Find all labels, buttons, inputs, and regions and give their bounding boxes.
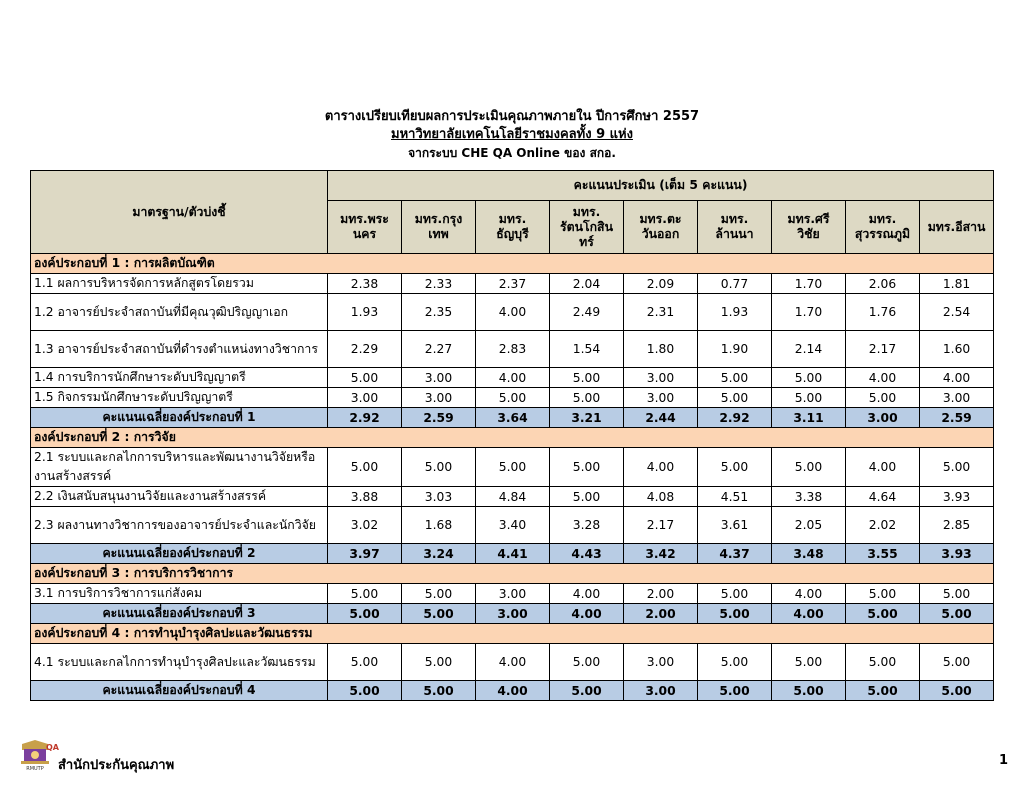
section-row xyxy=(31,428,994,448)
indicator-label: 3.1 การบริการวิชาการแก่สังคม xyxy=(31,584,328,604)
score-cell: 5.00 xyxy=(772,681,846,701)
score-cell: 2.85 xyxy=(920,507,994,544)
score-cell: 5.00 xyxy=(772,368,846,388)
university-header xyxy=(328,201,402,254)
score-cell: 1.80 xyxy=(624,331,698,368)
score-cell: 5.00 xyxy=(402,681,476,701)
score-cell: 2.33 xyxy=(402,274,476,294)
score-cell: 3.02 xyxy=(328,507,402,544)
score-cell: 4.43 xyxy=(550,544,624,564)
score-cell: 3.00 xyxy=(476,604,550,624)
score-cell: 3.00 xyxy=(402,388,476,408)
score-cell: 5.00 xyxy=(402,644,476,681)
score-cell: 5.00 xyxy=(328,584,402,604)
svg-text:QA: QA xyxy=(46,743,59,752)
average-label: คะแนนเฉลี่ยองค์ประกอบที่ 3 xyxy=(31,604,328,624)
university-name-line: มทร.พระ xyxy=(340,212,389,226)
average-row xyxy=(31,681,994,701)
score-cell: 5.00 xyxy=(698,681,772,701)
indicator-label: 2.2 เงินสนับสนุนงานวิจัยและงานสร้างสรรค์ xyxy=(31,487,328,507)
score-cell: 5.00 xyxy=(476,388,550,408)
indicator-label: 1.3 อาจารย์ประจำสถาบันที่ดำรงตำแหน่งทางวิชาการ xyxy=(31,331,328,368)
indicator-label: 2.1 ระบบและกลไกการบริหารและพัฒนางานวิจัยหรืองานสร้างสรรค์ xyxy=(31,448,328,487)
score-cell: 4.00 xyxy=(772,584,846,604)
score-cell: 4.00 xyxy=(624,448,698,487)
university-name-line: รัตนโกสิน xyxy=(560,219,613,234)
score-cell: 3.42 xyxy=(624,544,698,564)
average-label: คะแนนเฉลี่ยองค์ประกอบที่ 2 xyxy=(31,544,328,564)
score-cell: 3.11 xyxy=(772,408,846,428)
table-row xyxy=(31,487,994,507)
score-cell: 3.64 xyxy=(476,408,550,428)
score-cell: 5.00 xyxy=(550,368,624,388)
table-row xyxy=(31,584,994,604)
score-cell: 2.37 xyxy=(476,274,550,294)
score-cell: 3.61 xyxy=(698,507,772,544)
university-name-line: สุวรรณภูมิ xyxy=(854,227,911,241)
university-name-line: มทร.อีสาน xyxy=(927,219,986,234)
university-name-line: มทร.กรุง xyxy=(414,212,463,226)
university-header xyxy=(772,201,846,254)
score-cell: 4.00 xyxy=(476,368,550,388)
section-row xyxy=(31,564,994,584)
university-header xyxy=(550,201,624,254)
score-cell: 2.17 xyxy=(624,507,698,544)
score-cell: 5.00 xyxy=(402,584,476,604)
document-header xyxy=(0,108,1024,162)
score-cell: 2.35 xyxy=(402,294,476,331)
score-cell: 2.83 xyxy=(476,331,550,368)
score-cell: 1.68 xyxy=(402,507,476,544)
score-cell: 1.70 xyxy=(772,294,846,331)
score-cell: 2.29 xyxy=(328,331,402,368)
score-cell: 4.00 xyxy=(920,368,994,388)
section-label: องค์ประกอบที่ 1 : การผลิตบัณฑิต xyxy=(31,254,994,274)
score-cell: 4.84 xyxy=(476,487,550,507)
page-footer xyxy=(18,738,1008,774)
section-row xyxy=(31,624,994,644)
score-cell: 0.77 xyxy=(698,274,772,294)
score-group-header: คะแนนประเมิน (เต็ม 5 คะแนน) xyxy=(328,171,994,201)
score-cell: 2.54 xyxy=(920,294,994,331)
score-cell: 2.14 xyxy=(772,331,846,368)
score-cell: 4.08 xyxy=(624,487,698,507)
score-cell: 5.00 xyxy=(698,604,772,624)
rmutp-qa-logo xyxy=(18,738,59,772)
score-cell: 1.54 xyxy=(550,331,624,368)
score-cell: 4.41 xyxy=(476,544,550,564)
score-cell: 2.38 xyxy=(328,274,402,294)
document-source: จากระบบ CHE QA Online ของ สกอ. xyxy=(408,146,616,160)
score-cell: 3.00 xyxy=(402,368,476,388)
score-cell: 2.17 xyxy=(846,331,920,368)
score-cell: 4.51 xyxy=(698,487,772,507)
score-cell: 3.21 xyxy=(550,408,624,428)
score-cell: 3.38 xyxy=(772,487,846,507)
score-cell: 3.97 xyxy=(328,544,402,564)
score-cell: 5.00 xyxy=(920,448,994,487)
comparison-table xyxy=(30,170,994,701)
score-cell: 3.48 xyxy=(772,544,846,564)
score-cell: 3.40 xyxy=(476,507,550,544)
score-cell: 5.00 xyxy=(698,644,772,681)
university-name-line: มทร. xyxy=(498,212,527,226)
score-cell: 5.00 xyxy=(846,388,920,408)
indicator-label: 2.3 ผลงานทางวิชาการของอาจารย์ประจำและนักวิจัย xyxy=(31,507,328,544)
university-name-line: มทร.ตะ xyxy=(639,212,682,226)
university-name-line: วิชัย xyxy=(797,227,820,241)
score-cell: 3.00 xyxy=(920,388,994,408)
score-cell: 5.00 xyxy=(550,448,624,487)
score-cell: 5.00 xyxy=(772,388,846,408)
score-cell: 2.31 xyxy=(624,294,698,331)
table-row xyxy=(31,507,994,544)
score-cell: 5.00 xyxy=(328,604,402,624)
score-cell: 1.60 xyxy=(920,331,994,368)
score-cell: 2.92 xyxy=(328,408,402,428)
score-cell: 5.00 xyxy=(698,448,772,487)
score-cell: 5.00 xyxy=(328,448,402,487)
university-header xyxy=(698,201,772,254)
average-label: คะแนนเฉลี่ยองค์ประกอบที่ 1 xyxy=(31,408,328,428)
svg-text:RMUTP: RMUTP xyxy=(26,766,44,772)
university-name-line: วันออก xyxy=(641,227,680,241)
score-cell: 4.64 xyxy=(846,487,920,507)
section-label: องค์ประกอบที่ 4 : การทำนุบำรุงศิลปะและวัฒนธรรม xyxy=(31,624,994,644)
score-cell: 2.59 xyxy=(402,408,476,428)
score-cell: 3.24 xyxy=(402,544,476,564)
indicator-label: 1.1 ผลการบริหารจัดการหลักสูตรโดยรวม xyxy=(31,274,328,294)
university-name-line: มทร. xyxy=(868,212,897,226)
footer-office-name: สำนักประกันคุณภาพ xyxy=(58,758,175,773)
score-cell: 4.00 xyxy=(772,604,846,624)
score-cell: 3.00 xyxy=(624,681,698,701)
score-cell: 5.00 xyxy=(550,681,624,701)
university-header xyxy=(846,201,920,254)
score-cell: 4.00 xyxy=(846,448,920,487)
university-header xyxy=(624,201,698,254)
score-cell: 5.00 xyxy=(772,644,846,681)
score-cell: 1.76 xyxy=(846,294,920,331)
score-cell: 2.02 xyxy=(846,507,920,544)
table-row xyxy=(31,331,994,368)
score-cell: 2.27 xyxy=(402,331,476,368)
score-cell: 5.00 xyxy=(920,584,994,604)
table-body xyxy=(31,254,994,701)
score-cell: 5.00 xyxy=(328,644,402,681)
indicator-label: 4.1 ระบบและกลไกการทำนุบำรุงศิลปะและวัฒนธรรม xyxy=(31,644,328,681)
score-cell: 2.59 xyxy=(920,408,994,428)
score-cell: 1.93 xyxy=(328,294,402,331)
score-cell: 3.93 xyxy=(920,544,994,564)
university-name-line: มทร. xyxy=(720,212,749,226)
section-label: องค์ประกอบที่ 3 : การบริการวิชาการ xyxy=(31,564,994,584)
score-cell: 1.93 xyxy=(698,294,772,331)
score-cell: 5.00 xyxy=(550,388,624,408)
table-row xyxy=(31,368,994,388)
score-cell: 2.05 xyxy=(772,507,846,544)
score-cell: 3.00 xyxy=(476,584,550,604)
score-cell: 5.00 xyxy=(698,584,772,604)
score-cell: 5.00 xyxy=(550,487,624,507)
university-name-line: เทพ xyxy=(428,227,449,241)
university-name-line: ทร์ xyxy=(579,234,594,249)
university-name-line: ธัญบุรี xyxy=(496,227,529,241)
document-title: ตารางเปรียบเทียบผลการประเมินคุณภาพภายใน ปีการศึกษา 2557 xyxy=(324,109,700,124)
table-header xyxy=(31,171,994,254)
section-row xyxy=(31,254,994,274)
average-row xyxy=(31,604,994,624)
score-cell: 1.70 xyxy=(772,274,846,294)
score-cell: 2.44 xyxy=(624,408,698,428)
score-cell: 5.00 xyxy=(476,448,550,487)
score-cell: 5.00 xyxy=(698,388,772,408)
score-cell: 2.04 xyxy=(550,274,624,294)
score-cell: 2.00 xyxy=(624,604,698,624)
table-row xyxy=(31,388,994,408)
university-header xyxy=(402,201,476,254)
score-cell: 3.88 xyxy=(328,487,402,507)
score-cell: 3.93 xyxy=(920,487,994,507)
score-cell: 5.00 xyxy=(772,448,846,487)
score-cell: 4.00 xyxy=(476,644,550,681)
score-cell: 2.00 xyxy=(624,584,698,604)
score-cell: 4.37 xyxy=(698,544,772,564)
table-row xyxy=(31,274,994,294)
score-cell: 5.00 xyxy=(550,644,624,681)
score-cell: 3.00 xyxy=(328,388,402,408)
university-name-line: ล้านนา xyxy=(715,227,754,241)
score-cell: 2.06 xyxy=(846,274,920,294)
score-cell: 5.00 xyxy=(920,681,994,701)
score-cell: 5.00 xyxy=(402,604,476,624)
university-name-line: มทร. xyxy=(572,204,601,219)
score-cell: 2.49 xyxy=(550,294,624,331)
score-cell: 3.55 xyxy=(846,544,920,564)
corner-header: มาตรฐาน/ตัวบ่งชี้ xyxy=(31,171,328,254)
score-cell: 3.00 xyxy=(624,368,698,388)
score-cell: 5.00 xyxy=(402,448,476,487)
page-number: 1 xyxy=(998,753,1008,768)
score-cell: 4.00 xyxy=(476,681,550,701)
indicator-label: 1.2 อาจารย์ประจำสถาบันที่มีคุณวุฒิปริญญาเอก xyxy=(31,294,328,331)
score-cell: 3.03 xyxy=(402,487,476,507)
score-cell: 5.00 xyxy=(328,368,402,388)
section-label: องค์ประกอบที่ 2 : การวิจัย xyxy=(31,428,994,448)
score-cell: 1.81 xyxy=(920,274,994,294)
score-cell: 3.28 xyxy=(550,507,624,544)
score-cell: 5.00 xyxy=(698,368,772,388)
score-cell: 5.00 xyxy=(328,681,402,701)
table-row xyxy=(31,644,994,681)
score-cell: 3.00 xyxy=(624,388,698,408)
average-label: คะแนนเฉลี่ยองค์ประกอบที่ 4 xyxy=(31,681,328,701)
score-cell: 4.00 xyxy=(550,584,624,604)
average-row xyxy=(31,544,994,564)
score-cell: 5.00 xyxy=(846,604,920,624)
score-cell: 4.00 xyxy=(846,368,920,388)
score-cell: 5.00 xyxy=(846,681,920,701)
university-name-line: มทร.ศรี xyxy=(787,212,830,226)
document-subtitle: มหาวิทยาลัยเทคโนโลยีราชมงคลทั้ง 9 แห่ง xyxy=(391,127,633,142)
score-cell: 5.00 xyxy=(846,644,920,681)
score-cell: 3.00 xyxy=(624,644,698,681)
table-row xyxy=(31,448,994,487)
score-cell: 3.00 xyxy=(846,408,920,428)
score-cell: 2.09 xyxy=(624,274,698,294)
score-cell: 2.92 xyxy=(698,408,772,428)
university-name-line: นคร xyxy=(352,227,377,241)
university-header xyxy=(476,201,550,254)
score-cell: 1.90 xyxy=(698,331,772,368)
indicator-label: 1.4 การบริการนักศึกษาระดับปริญญาตรี xyxy=(31,368,328,388)
average-row xyxy=(31,408,994,428)
score-cell: 5.00 xyxy=(846,584,920,604)
score-cell: 5.00 xyxy=(920,644,994,681)
score-cell: 4.00 xyxy=(550,604,624,624)
table-row xyxy=(31,294,994,331)
indicator-label: 1.5 กิจกรรมนักศึกษาระดับปริญญาตรี xyxy=(31,388,328,408)
score-cell: 4.00 xyxy=(476,294,550,331)
score-cell: 5.00 xyxy=(920,604,994,624)
university-header xyxy=(920,201,994,254)
